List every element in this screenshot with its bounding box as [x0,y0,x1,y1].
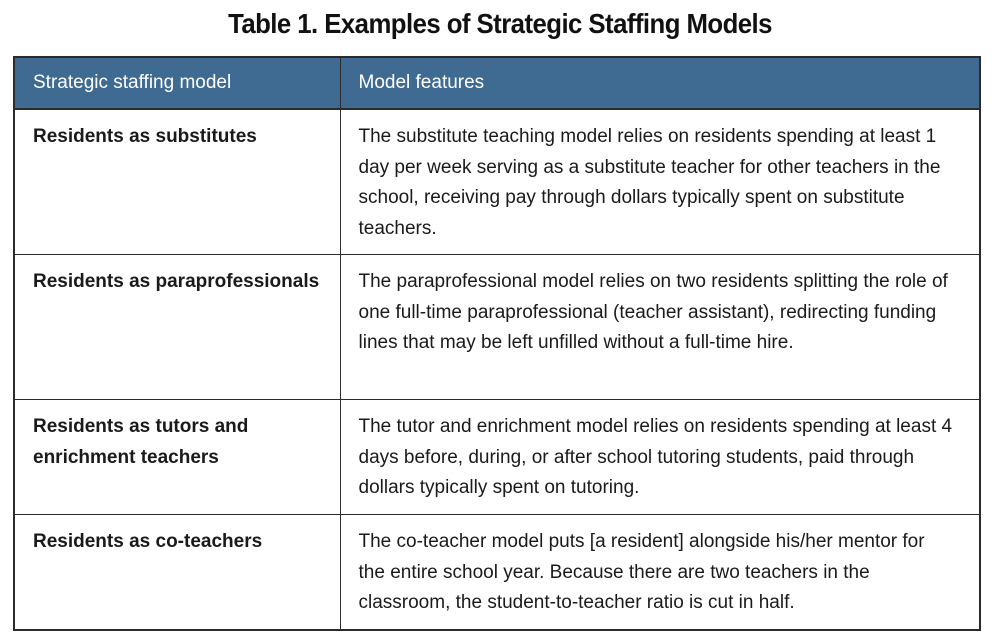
column-header-model: Strategic staffing model [14,57,340,109]
staffing-models-table [13,56,981,631]
model-name-cell: Residents as co-teachers [14,515,340,631]
model-features-cell: The paraprofessional model relies on two residents splitting the role of one full-time paraprofessional (teacher assistant), redirecting funding lines that may be left unfilled without a full-time hire. [340,255,980,400]
model-name-cell: Residents as substitutes [14,109,340,255]
table-row [14,515,980,631]
model-name-cell: Residents as paraprofessionals [14,255,340,400]
model-features-cell: The co-teacher model puts [a resident] alongside his/her mentor for the entire school year. Because there are two teachers in the classroom, the student-to-teacher ratio is cut in half. [340,515,980,631]
model-name-cell: Residents as tutors and enrichment teachers [14,400,340,515]
model-features-cell: The tutor and enrichment model relies on residents spending at least 4 days before, during, or after school tutoring students, paid through dollars typically spent on tutoring. [340,400,980,515]
model-features-cell: The substitute teaching model relies on residents spending at least 1 day per week serving as a substitute teacher for other teachers in the school, receiving pay through dollars typically spent on substitute teachers. [340,109,980,255]
column-header-features: Model features [340,57,980,109]
table-row [14,109,980,255]
table-header-row [14,57,980,109]
table-row [14,255,980,400]
table-row [14,400,980,515]
table-title: Table 1. Examples of Strategic Staffing Models [228,8,772,39]
